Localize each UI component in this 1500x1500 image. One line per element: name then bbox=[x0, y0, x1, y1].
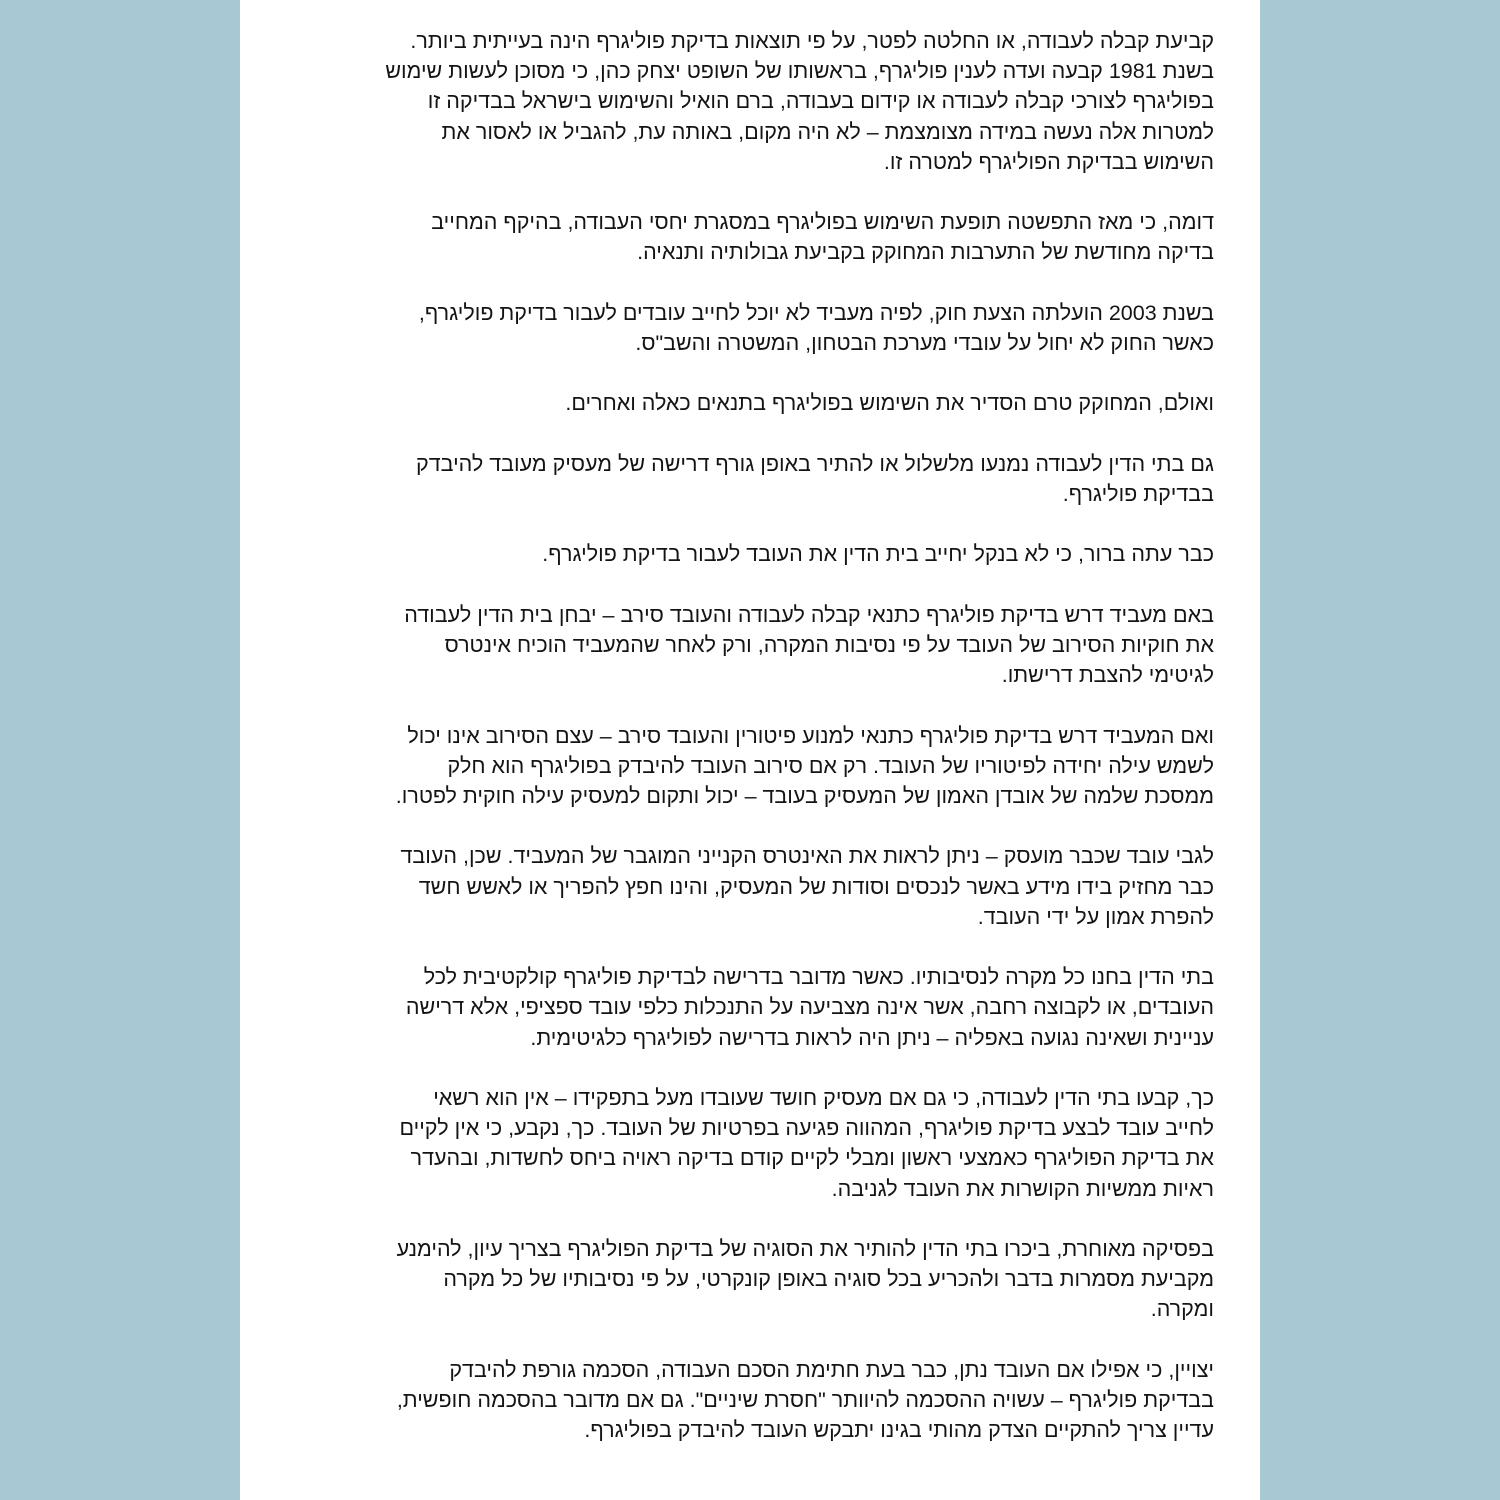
paragraph bbox=[270, 600, 1214, 691]
paragraph bbox=[270, 721, 1214, 812]
text-line: לחייב עובד לבצע בדיקת פוליגרף, המהווה פגיעה בפרטיות של העובד. כך, נקבע, כי אין לקיים bbox=[399, 1116, 1214, 1141]
text-line: לשמש עילה יחידה לפיטוריו של העובד. רק אם סירוב העובד להיבדק בפוליגרף הוא חלק bbox=[447, 753, 1214, 778]
text-line: באם מעביד דרש בדיקת פוליגרף כתנאי קבלה לעבודה והעובד סירב – יבחן בית הדין לעבודה bbox=[404, 602, 1214, 627]
paragraph bbox=[270, 449, 1214, 509]
text-line: את חוקיות הסירוב של העובד על פי נסיבות המקרה, ורק לאחר שהמעביד הוכיח אינטרס bbox=[444, 632, 1214, 657]
text-line: בפסיקה מאוחרת, ביכרו בתי הדין להותיר את הסוגיה של בדיקת הפוליגרף בצריך עיון, להימנע bbox=[396, 1236, 1214, 1261]
text-line: ומקרה. bbox=[1150, 1297, 1214, 1322]
text-line: כאשר החוק לא יחול על עובדי מערכת הבטחון, המשטרה והשב"ס. bbox=[635, 331, 1214, 355]
paragraph bbox=[270, 1083, 1214, 1204]
text-line: ואם המעביד דרש בדיקת פוליגרף כתנאי למנוע פיטורין והעובד סירב – עצם הסירוב אינו יכול bbox=[407, 723, 1214, 748]
text-line: בדיקה מחודשת של התערבות המחוקק בקביעת גבולותיה ותנאיה. bbox=[637, 240, 1214, 265]
text-line: בשנת 2003 הועלתה הצעת חוק, לפיה מעביד לא יוכל לחייב עובדים לעבור בדיקת פוליגרף, bbox=[418, 300, 1214, 325]
paragraph bbox=[270, 962, 1214, 1053]
text-line: גם בתי הדין לעבודה נמנעו מלשלול או להתיר באופן גורף דרישה של מעסיק מעובד להיבדק bbox=[416, 451, 1214, 476]
document-body bbox=[270, 26, 1214, 1476]
paragraph bbox=[270, 298, 1214, 358]
paragraph bbox=[270, 388, 1214, 418]
text-line: מקביעת מסמרות בדבר ולהכריע בכל סוגיה באופן קונקרטי, על פי נסיבותיו של כל מקרה bbox=[443, 1267, 1214, 1292]
text-line: יצויין, כי אפילו אם העובד נתן, כבר בעת חתימת הסכם העבודה, הסכמה גורפת להיבדק bbox=[449, 1357, 1214, 1382]
text-line: בבדיקת פוליגרף. bbox=[1062, 481, 1214, 506]
text-line: כבר מחזיק בידו מידע באשר לנכסים וסודות של המעסיק, והינו חפץ להפריך או לאשש חשד bbox=[418, 874, 1214, 899]
text-line: בפוליגרף לצורכי קבלה לעבודה או קידום בעבודה, ברם הואיל והשימוש בישראל בבדיקה זו bbox=[427, 89, 1214, 114]
text-line: השימוש בבדיקת הפוליגרף למטרה זו. bbox=[883, 149, 1214, 174]
text-line: לגיטימי להצבת דרישתו. bbox=[1001, 663, 1214, 688]
text-line: להפרת אמון על ידי העובד. bbox=[977, 904, 1214, 929]
text-line: לגבי עובד שכבר מועסק – ניתן לראות את האינטרס הקנייני המוגבר של המעביד. שכן, העובד bbox=[400, 844, 1214, 869]
text-line: בתי הדין בחנו כל מקרה לנסיבותיו. כאשר מדובר בדרישה לבדיקת פוליגרף קולקטיבית לכל bbox=[423, 965, 1214, 990]
paragraph bbox=[270, 539, 1214, 569]
text-line: קביעת קבלה לעבודה, או החלטה לפטר, על פי תוצאות בדיקת פוליגרף הינה בעייתית ביותר. bbox=[410, 29, 1214, 53]
text-line: ממסכת שלמה של אובדן האמון של המעסיק בעובד – יכול ותקום למעסיק עילה חוקית לפטרו. bbox=[395, 783, 1214, 808]
text-line: כבר עתה ברור, כי לא בנקל יחייב בית הדין את העובד לעבור בדיקת פוליגרף. bbox=[542, 542, 1214, 567]
text-line: ואולם, המחוקק טרם הסדיר את השימוש בפוליגרף בתנאים כאלה ואחרים. bbox=[565, 391, 1214, 416]
paragraph bbox=[270, 1234, 1214, 1325]
text-line: עדיין צריך להתקיים הצדק מהותי בגינו יתבקש העובד להיבדק בפוליגרף. bbox=[584, 1418, 1214, 1443]
paragraph bbox=[270, 1355, 1214, 1446]
document-page bbox=[240, 0, 1260, 1500]
text-line: דומה, כי מאז התפשטה תופעת השימוש בפוליגרף במסגרת יחסי העבודה, בהיקף המחייב bbox=[431, 210, 1214, 235]
text-line: כך, קבעו בתי הדין לעבודה, כי גם אם מעסיק חושד שעובדו מעל בתפקידו – אין הוא רשאי bbox=[433, 1085, 1214, 1110]
paragraph bbox=[270, 841, 1214, 932]
text-line: עניינית ושאינה נגועה באפליה – ניתן היה לראות בדרישה לפוליגרף כלגיטימית. bbox=[530, 1025, 1214, 1050]
paragraph bbox=[270, 207, 1214, 267]
text-line: למטרות אלה נעשה במידה מצומצמת – לא היה מקום, באותה עת, להגביל או לאסור את bbox=[441, 119, 1214, 144]
text-line: העובדים, או לקבוצה רחבה, אשר אינה מצביעה על התנכלות כלפי עובד ספציפי, אלא דרישה bbox=[405, 995, 1214, 1020]
text-line: בבדיקת פוליגרף – עשויה ההסכמה להיוותר "חסרת שיניים". גם אם מדובר בהסכמה חופשית, bbox=[396, 1387, 1214, 1412]
text-line: ראיות ממשיות הקושרות את העובד לגניבה. bbox=[831, 1176, 1214, 1201]
paragraph bbox=[270, 26, 1214, 177]
text-line: בשנת 1981 קבעה ועדה לענין פוליגרף, בראשותו של השופט יצחק כהן, כי מסוכן לעשות שימוש bbox=[385, 59, 1214, 84]
text-line: את בדיקת הפוליגרף כאמצעי ראשון ומבלי לקיים קודם בדיקה ראויה ביחס לחשדות, ובהעדר bbox=[410, 1146, 1214, 1171]
